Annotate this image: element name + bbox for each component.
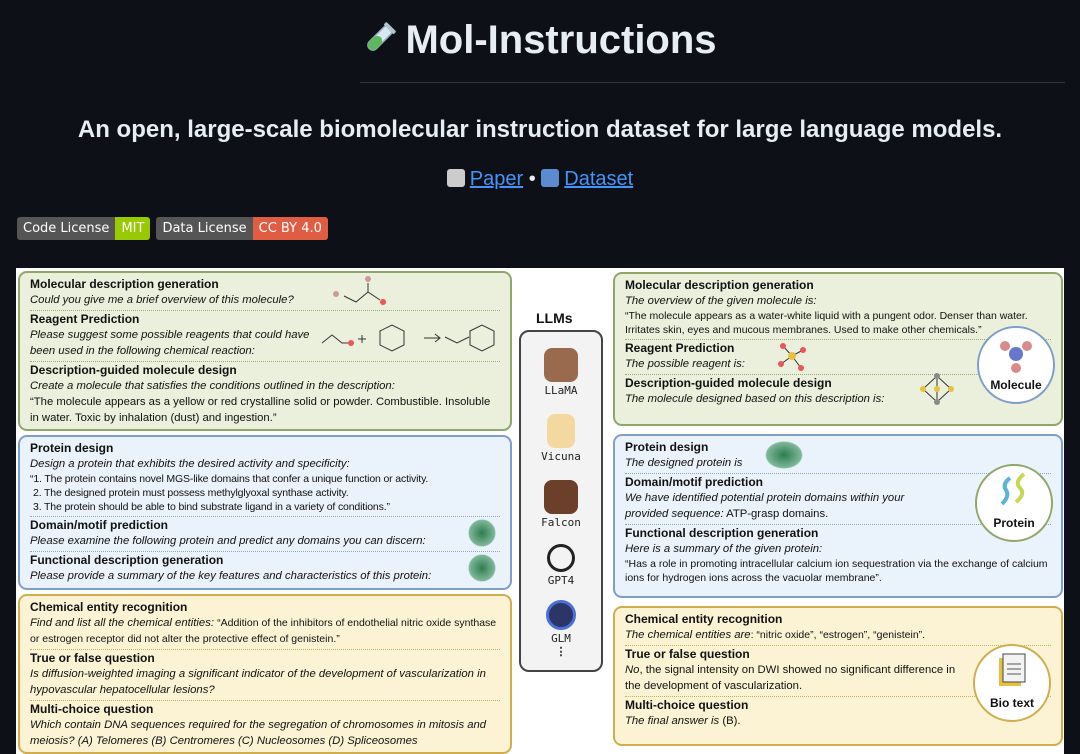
task-title: Domain/motif prediction (30, 518, 168, 532)
task-text: “The molecule appears as a yellow or red crystalline solid or powder. Combustible. Insoluble in water. Toxic by inhalation (dust) and ingestion.” (30, 396, 491, 424)
right-protein-panel (613, 434, 1063, 598)
dataset-link[interactable]: Dataset (564, 168, 634, 190)
task-prompt: Please suggest some possible reagents that could have been used in the following chemical reaction: (30, 329, 310, 357)
task-title: Protein design (30, 441, 114, 455)
task-title: True or false question (30, 651, 155, 665)
right-molecule-panel (613, 272, 1063, 426)
left-molecule-panel (18, 271, 512, 431)
task-prompt: Create a molecule that satisfies the conditions outlined in the description: (30, 380, 395, 392)
task-prompt: Please provide a summary of the key features and characteristics of this protein: (30, 570, 432, 582)
task-prompt: Design a protein that exhibits the desired activity and specificity: (30, 458, 350, 470)
task-prompt: Here is a summary of the given protein: (625, 543, 823, 555)
llm-label: LLaMA (544, 384, 578, 397)
arsenic-sulfide-icon (917, 371, 957, 410)
task-prompt: Find and list all the chemical entities: (30, 617, 214, 629)
vicuna-icon (547, 414, 575, 448)
task-title: Molecular description generation (30, 277, 219, 291)
task-title: Molecular description generation (625, 278, 814, 292)
task-title: Description-guided molecule design (625, 376, 832, 390)
task-text: “Has a role in promoting intracellular calcium ion sequestration via the exchange of calcium ions for hydrogen ions across the vacuolar membrane”. (625, 558, 1048, 584)
llms-label: LLMs (536, 310, 573, 326)
task-prompt: The chemical entities are (625, 629, 751, 641)
paper-link[interactable]: Paper (469, 168, 524, 190)
code-license-badge[interactable] (17, 217, 150, 240)
category-label: Molecule (990, 378, 1042, 392)
data-license-badge[interactable] (156, 217, 327, 240)
task-title: Description-guided molecule design (30, 363, 237, 377)
falcon-icon (544, 480, 578, 514)
task-title: True or false question (625, 647, 750, 661)
requirement-line: 2. The designed protein must possess methylglyoxal synthase activity. (33, 487, 349, 499)
task-text: ATP-grasp domains. (726, 508, 829, 520)
document-icon (997, 652, 1027, 688)
task-text: “Addition of the inhibitors of endothelial nitric oxide synthase or estrogen receptor did not alter the protective effect of genistein.” (30, 617, 497, 645)
badge-value: MIT (115, 217, 150, 240)
task-title: Domain/motif prediction (625, 475, 763, 489)
page-title (0, 18, 1080, 65)
llm-gpt4 (519, 544, 603, 587)
protein-structure-icon (468, 554, 496, 582)
glm-icon (546, 600, 576, 630)
badge-label: Code License (17, 217, 115, 240)
subtitle: An open, large-scale biomolecular instruction dataset for large language models. (77, 116, 1003, 143)
protein-structure-icon (468, 519, 496, 547)
task-prompt: The molecule designed based on this description is: (625, 393, 885, 405)
llm-label: Falcon (541, 516, 581, 529)
left-protein-panel (18, 435, 512, 590)
protein-structure-icon (765, 441, 803, 469)
right-biotext-panel (613, 606, 1063, 746)
task-text: (B). (719, 715, 741, 727)
page-icon (447, 169, 465, 187)
llm-falcon (519, 480, 603, 529)
overview-figure (16, 268, 1064, 754)
llm-vicuna (519, 414, 603, 463)
llm-label: Vicuna (541, 450, 581, 463)
links-row (0, 168, 1080, 191)
molecule-category-badge (977, 326, 1055, 404)
task-text: , the signal intensity on DWI showed no significant difference in the development of vascularization. (625, 664, 956, 692)
llama-icon (544, 348, 578, 382)
task-prompt: Please examine the following protein and predict any domains you can discern: (30, 535, 426, 547)
llm-llama (519, 348, 603, 397)
task-title: Functional description generation (30, 553, 224, 567)
task-title: Chemical entity recognition (625, 612, 783, 626)
llm-label: GLM (551, 632, 571, 645)
biotext-category-badge (973, 644, 1051, 722)
task-text: : “nitric oxide”, “estrogen”, “genistein”. (750, 629, 926, 641)
category-label: Protein (993, 516, 1035, 530)
category-label: Bio text (989, 696, 1034, 710)
heading-divider (360, 82, 1065, 83)
task-prompt: The final answer is (625, 715, 720, 727)
task-prompt: We have identified potential protein domains within your provided sequence: (625, 492, 905, 520)
protein-category-badge (975, 464, 1053, 542)
more-llms-ellipsis: ⋮ (555, 645, 567, 658)
test-tube-icon (363, 20, 397, 65)
download-icon (541, 169, 559, 187)
task-prompt: Is diffusion-weighted imaging a significant indicator of the development of vascularization in hypovascular hepatocellular lesions? (30, 668, 486, 696)
molecule-structure-icon (330, 274, 390, 309)
task-prompt: The possible reagent is: (625, 358, 745, 370)
task-prompt: Which contain DNA sequences required for the segregation of chromosomes in mitosis and meiosis? (A) Telomeres (B) Centromeres (C) Nucleosomes (D) Spliceosomes (30, 719, 487, 747)
llm-label: GPT4 (547, 574, 575, 587)
badge-label: Data License (156, 217, 252, 240)
task-prompt: The designed protein is (625, 457, 743, 469)
task-prompt: Could you give me a brief overview of this molecule? (30, 294, 294, 306)
molecule-icon (996, 334, 1036, 374)
task-title: Reagent Prediction (30, 312, 140, 326)
title-text: Mol-Instructions (405, 18, 717, 62)
task-title: Reagent Prediction (625, 341, 735, 355)
task-title: Multi-choice question (30, 702, 154, 716)
sulfuric-acid-icon (775, 340, 809, 375)
task-text: “The molecule appears as a water-white liquid with a pungent odor. Denser than water. Irritates skin, eyes and mucous membranes. Used to make other chemicals.” (625, 310, 1028, 336)
task-title: Multi-choice question (625, 698, 749, 712)
protein-helix-icon (994, 470, 1034, 510)
badge-value: CC BY 4.0 (253, 217, 328, 240)
task-title: Functional description generation (625, 526, 819, 540)
task-title: Chemical entity recognition (30, 600, 188, 614)
requirement-line: 3. The protein should be able to bind substrate ligand in a variety of conditions.” (33, 501, 390, 513)
reaction-icon (320, 321, 505, 358)
task-prompt: The overview of the given molecule is: (625, 295, 817, 307)
task-title: Protein design (625, 440, 709, 454)
left-biotext-panel (18, 594, 512, 754)
requirement-line: “1. The protein contains novel MGS-like domains that confer a unique function or activity. (30, 473, 429, 485)
openai-icon (547, 544, 575, 572)
llm-glm (519, 600, 603, 658)
task-prompt: No (625, 664, 640, 676)
separator: • (528, 168, 536, 190)
